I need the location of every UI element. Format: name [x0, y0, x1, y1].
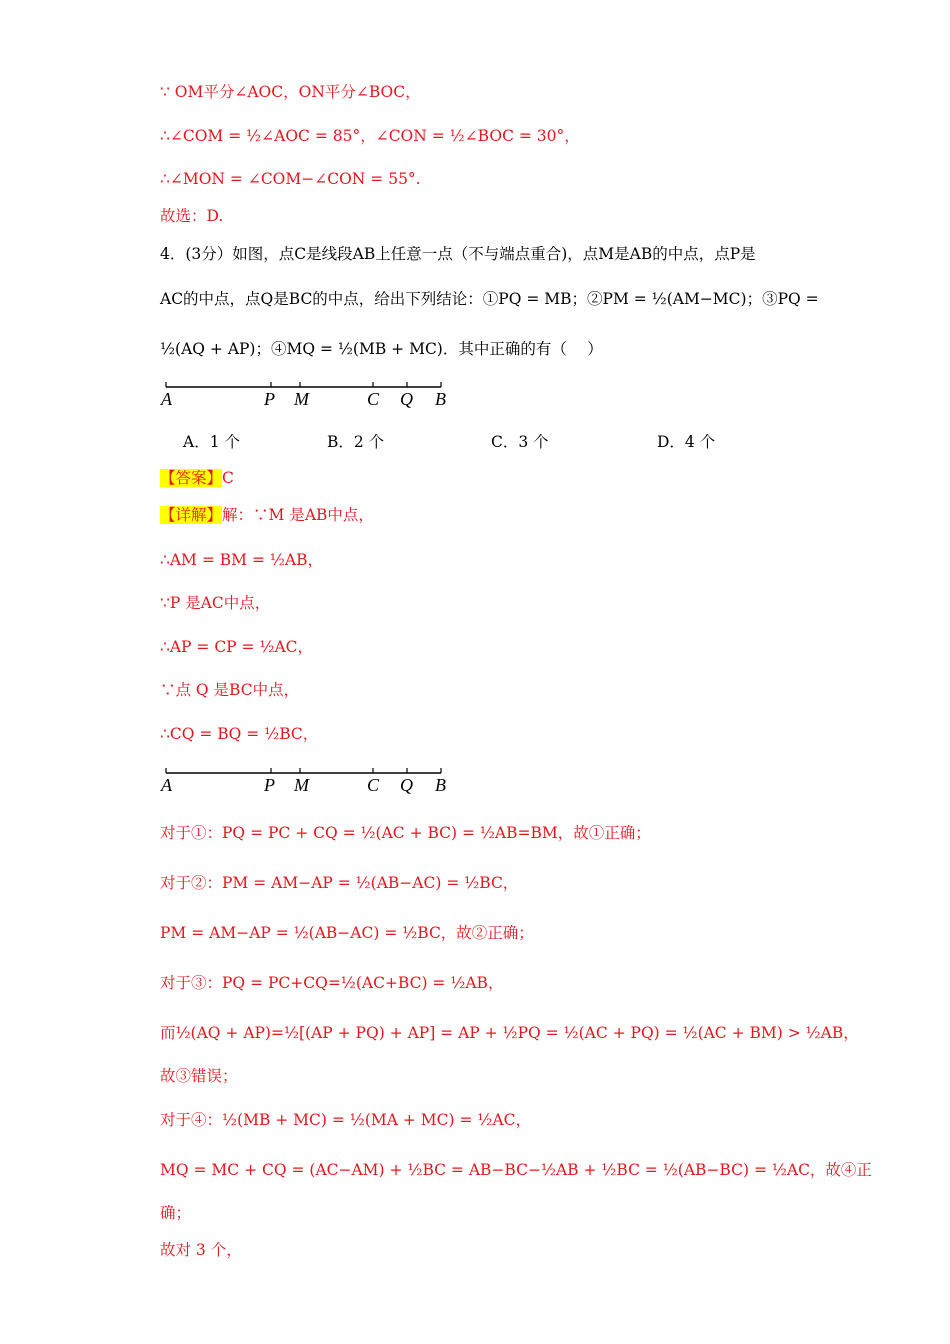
detail-line-a2: ∵P 是AC中点， [160, 594, 271, 612]
detail-line-b1: 对于①：PQ = PC + CQ = ½(AC + BC) = ½AB=BM，故①正确； [160, 824, 651, 842]
point-label-q-2: Q [400, 775, 413, 795]
prev-solution-line-1: ∵ OM平分∠AOC，ON平分∠BOC， [160, 83, 421, 101]
prev-solution-line-4: 故选：D. [160, 207, 224, 225]
point-label-p: P [264, 389, 275, 409]
option-d: D．4 个 [657, 433, 716, 451]
point-label-q: Q [400, 389, 413, 409]
point-label-a-2: A [161, 775, 172, 795]
point-label-p-2: P [264, 775, 275, 795]
answer-line [160, 468, 234, 488]
prev-solution-line-3: ∴∠MON = ∠COM−∠CON = 55°. [160, 170, 421, 188]
detail-tag: 【详解】 [160, 506, 223, 524]
point-label-b-2: B [435, 775, 446, 795]
point-label-c-2: C [367, 775, 380, 795]
detail-line-b4: 对于③：PQ = PC+CQ=½(AC+BC) = ½AB， [160, 974, 504, 992]
detail-line-b5: 而½(AQ + AP)=½[(AP + PQ) + AP] = AP + ½PQ = ½(AC + PQ) = ½(AC + BM) > ½AB， [160, 1024, 859, 1042]
option-a: A．1 个 [183, 433, 240, 451]
detail-line-b6: 故③错误； [160, 1067, 238, 1085]
point-label-m-2: M [294, 775, 309, 795]
option-c: C．3 个 [491, 433, 549, 451]
question-line-1: 4．(3分）如图，点C是线段AB上任意一点（不与端点重合)，点M是AB的中点，点P是 [160, 245, 756, 263]
detail-line-a3: ∴AP = CP = ½AC， [160, 638, 314, 656]
detail-line-b3: PM = AM−AP = ½(AB−AC) = ½BC，故②正确； [160, 924, 534, 942]
detail-line-b7: 对于④：½(MB + MC) = ½(MA + MC) = ½AC， [160, 1111, 531, 1129]
detail-line-a4: ∵点 Q 是BC中点， [160, 681, 300, 699]
detail-intro: 解：∵M 是AB中点， [222, 506, 374, 524]
point-label-b: B [435, 389, 446, 409]
segment-figure-solution [160, 768, 446, 795]
segment-figure-question [160, 382, 446, 409]
point-label-c: C [367, 389, 380, 409]
answer-value: C [222, 469, 234, 487]
detail-line-b10: 故对 3 个， [160, 1241, 242, 1259]
detail-intro-line [160, 505, 374, 525]
detail-line-b9: 确； [160, 1204, 192, 1222]
detail-line-a5: ∴CQ = BQ = ½BC， [160, 725, 319, 743]
question-line-2: AC的中点，点Q是BC的中点，给出下列结论：①PQ = MB；②PM = ½(AM−MC)；③PQ = [160, 290, 819, 308]
detail-line-b2: 对于②：PM = AM−AP = ½(AB−AC) = ½BC， [160, 874, 519, 892]
option-b: B．2 个 [327, 433, 385, 451]
detail-line-b8: MQ = MC + CQ = (AC−AM) + ½BC = AB−BC−½AB + ½BC = ½(AB−BC) = ½AC，故④正 [160, 1161, 872, 1179]
detail-line-a1: ∴AM = BM = ½AB， [160, 551, 323, 569]
question-line-3: ½(AQ + AP)；④MQ = ½(MB + MC)．其中正确的有（ ） [160, 340, 603, 358]
answer-tag: 【答案】 [160, 469, 223, 487]
prev-solution-line-2: ∴∠COM = ½∠AOC = 85°，∠CON = ½∠BOC = 30°， [160, 127, 580, 145]
point-label-a: A [161, 389, 172, 409]
point-label-m: M [294, 389, 309, 409]
